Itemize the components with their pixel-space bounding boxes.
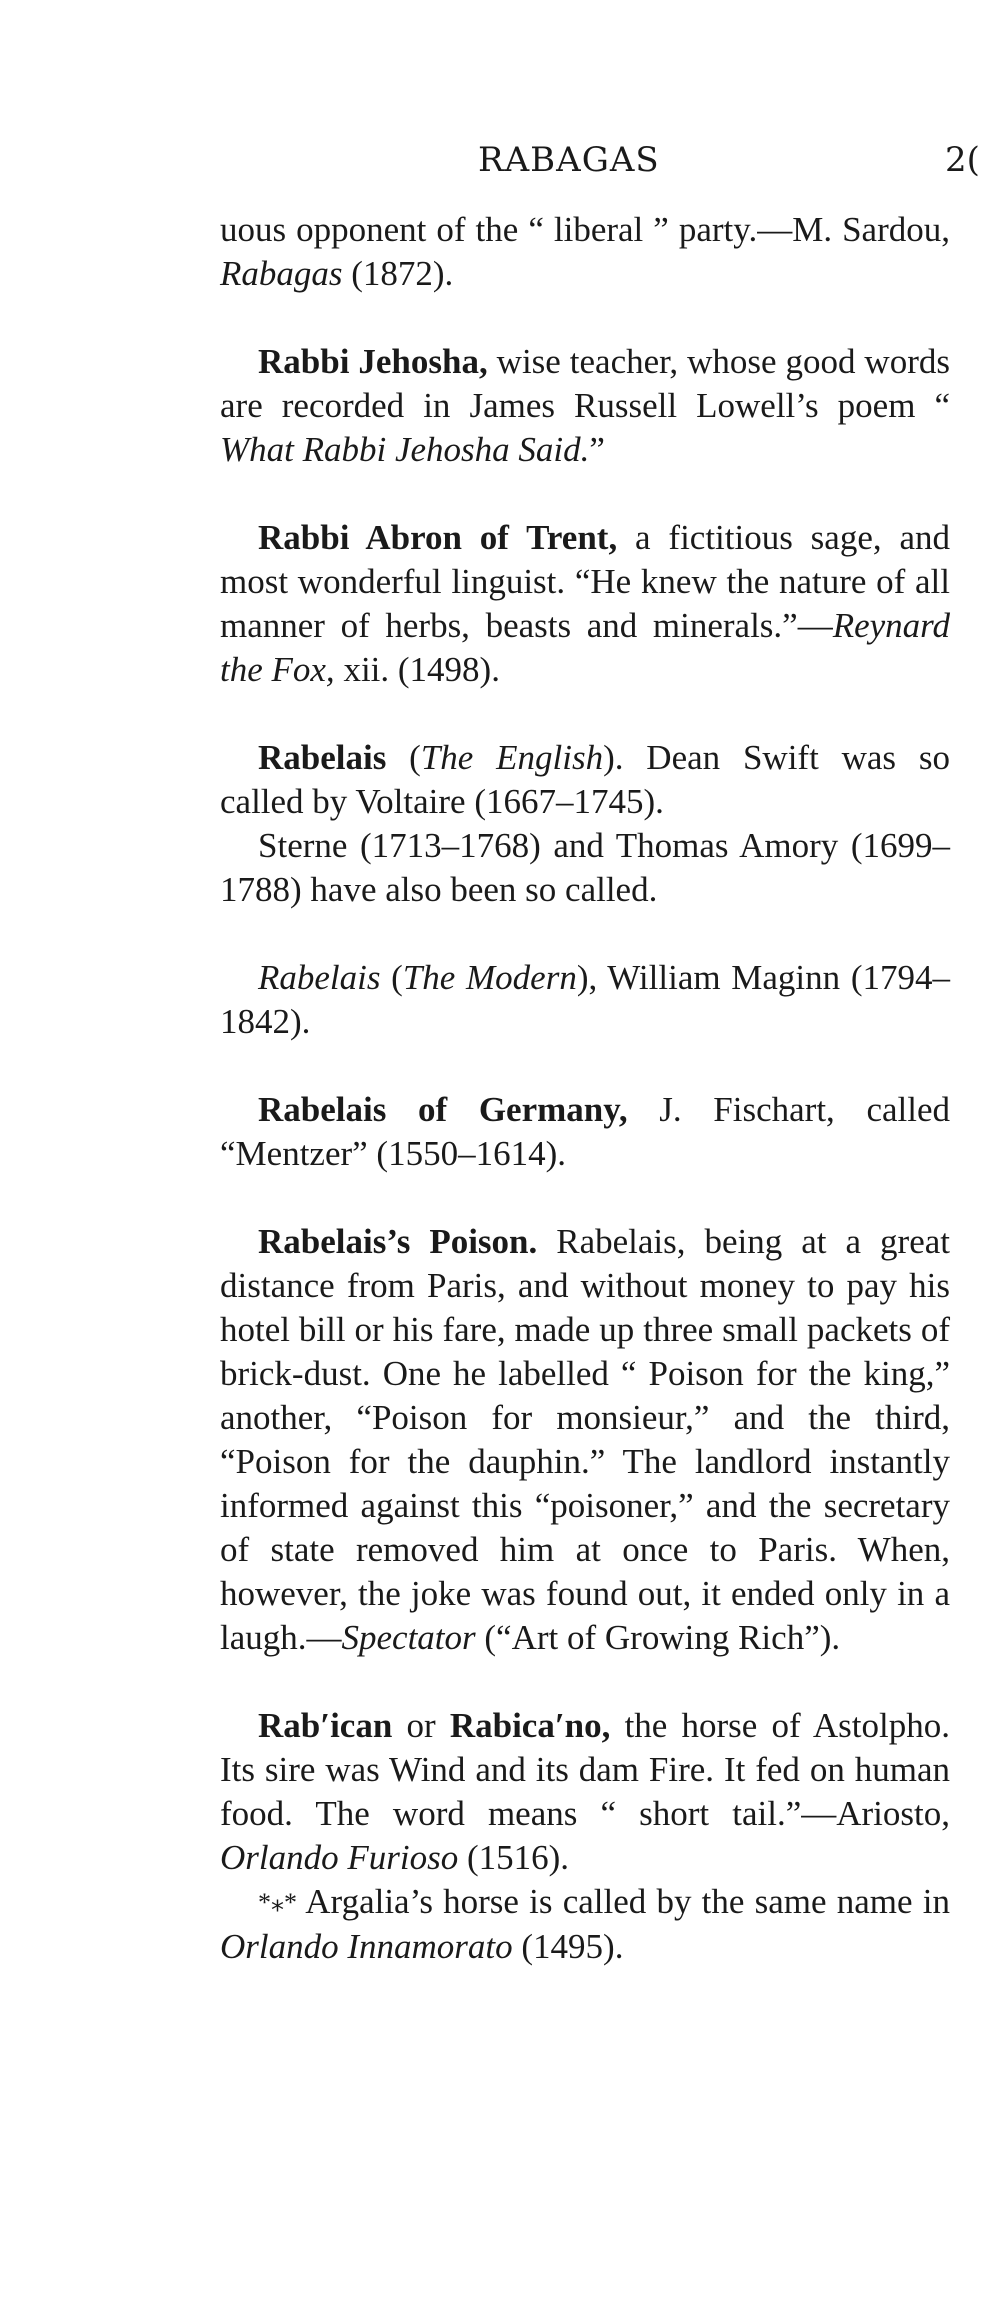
headword: Rabelais — [258, 958, 381, 997]
entry-rabelais-english-continuation: Sterne (1713–1768) and Thomas Amory (1699–1788) have also been so called. — [220, 826, 950, 909]
asterism-mark: *⁎* — [258, 1888, 297, 1917]
headword-alternate: Rabica′no, — [449, 1706, 611, 1745]
running-head: RABAGAS — [478, 140, 660, 180]
work-title: Reynard the Fox, — [220, 606, 950, 689]
headword: Rabelais of Germany, — [258, 1090, 628, 1129]
entry-rabagas-continuation: uous opponent of the “ liberal ” party.—M. Sardou, Rabagas (1872). — [220, 210, 950, 293]
entry-rabelais-english: Rabelais (The English). Dean Swift was so called by Voltaire (1667–1745). — [220, 738, 950, 821]
headword: Rab′ican — [258, 1706, 393, 1745]
headword: Rabelais — [258, 738, 387, 777]
entry-rabelais-of-germany: Rabelais of Germany, J. Fischart, called “Mentzer” (1550–1614). — [220, 1090, 951, 1173]
entry-rabbi-jehosha: Rabbi Jehosha, wise teacher, whose good words are recorded in James Russell Lowell’s poem “ What Rabbi Jehosha Said.” — [220, 342, 950, 469]
entry-rabelais-poison: Rabelais’s Poison. Rabelais, being at a great distance from Paris, and without money to pay his hotel bill or his fare, made up three small packets of brick-dust. One he labelled “ Poison for the king,” another, “Poison for monsieur,” and the third, “Poison for the dauphin.” The landlord instantly informed against this “poisoner,” and the secretary of state removed him at once to Paris. When, however, the joke was found out, it ended only in a laugh.—Spectator (“Art of Growing Rich”). — [220, 1222, 950, 1657]
entry-rabelais-modern: Rabelais (The Modern), William Maginn (1794–1842). — [220, 958, 950, 1041]
work-title: Spectator — [341, 1618, 476, 1657]
work-title: Orlando Furioso — [220, 1838, 459, 1877]
work-title: Orlando Innamorato — [220, 1927, 513, 1966]
headword: Rabbi Jehosha, — [258, 342, 488, 381]
entry-rabican-note: *⁎* Argalia’s horse is called by the same name in Orlando Innamorato (1495). — [220, 1882, 950, 1966]
work-title: Rabagas — [220, 254, 343, 293]
work-title: What Rabbi Jehosha Said. — [220, 430, 590, 469]
work-title: The Modern — [402, 958, 577, 997]
page-number: 2( — [945, 140, 980, 180]
text-column — [220, 208, 950, 1969]
work-title: The English — [420, 738, 604, 777]
headword: Rabbi Abron of Trent, — [258, 518, 618, 557]
headword: Rabelais’s Poison. — [258, 1222, 538, 1261]
entry-rabbi-abron: Rabbi Abron of Trent, a fictitious sage, and most wonderful linguist. “He knew the nature of all manner of herbs, beasts and minerals.”—Reynard the Fox, xii. (1498). — [220, 518, 950, 689]
entry-rabican: Rab′ican or Rabica′no, the horse of Astolpho. Its sire was Wind and its dam Fire. It fed on human food. The word means “ short tail.”—Ariosto, Orlando Furioso (1516). — [220, 1706, 950, 1877]
